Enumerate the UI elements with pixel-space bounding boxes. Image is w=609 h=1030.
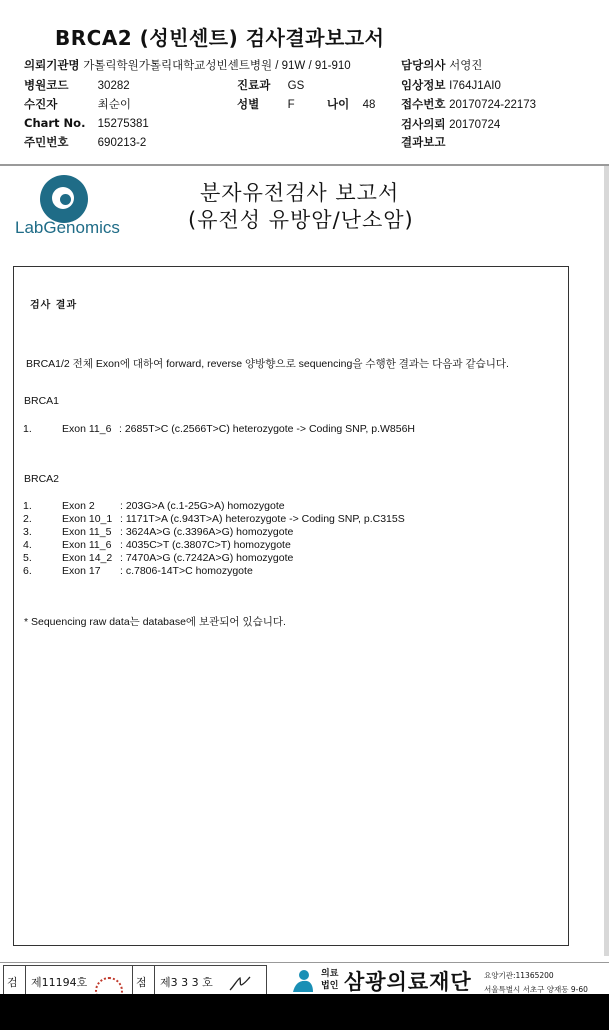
meta-hospcode [24, 77, 130, 93]
meta-accession-label: 접수번호 [401, 97, 446, 111]
meta-rrn-label: 주민번호 [24, 135, 69, 149]
meta-clinical-label: 임상정보 [401, 78, 446, 92]
row-number: 1. [23, 423, 32, 435]
row-result: : 3624A>G (c.3396A>G) homozygote [120, 526, 294, 538]
row-exon: Exon 11_6 [62, 539, 112, 551]
row-result: : 203G>A (c.1-25G>A) homozygote [120, 500, 285, 512]
meta-chart-label: Chart No. [24, 116, 86, 130]
foundation-address: 서울특별시 서초구 양재동 9-60 [484, 985, 588, 994]
row-exon: Exon 11_6 [62, 423, 112, 435]
meta-accession [401, 96, 536, 112]
meta-age [327, 96, 375, 112]
foundation-prefix-1: 의료 [321, 969, 339, 979]
meta-dept-label: 진료과 [237, 78, 271, 92]
row-number: 4. [23, 539, 32, 551]
row-exon: Exon 11_5 [62, 526, 112, 538]
meta-clinical-value: I764J1AI0 [449, 80, 501, 92]
row-result: : 4035C>T (c.3807C>T) homozygote [120, 539, 291, 551]
meta-dept-value: GS [287, 80, 305, 92]
stamp-divider [25, 966, 26, 996]
meta-institution [24, 57, 351, 73]
meta-reqdate [401, 116, 500, 132]
meta-doctor-value: 서영진 [449, 60, 483, 72]
meta-reqdate-label: 검사의뢰 [401, 117, 446, 131]
meta-recipient-label: 수진자 [24, 97, 58, 111]
bottom-black-bar [0, 994, 609, 1030]
meta-rrn-value: 690213-2 [97, 137, 147, 149]
foundation-code: 요양기관:11365200 [484, 971, 554, 980]
row-number: 5. [23, 552, 32, 564]
meta-sex [237, 96, 295, 112]
stamp-label-1: 검 [7, 976, 18, 989]
brca2-label: BRCA2 [24, 473, 60, 485]
meta-institution-label: 의뢰기관명 [24, 58, 80, 72]
meta-chart [24, 116, 149, 130]
row-exon: Exon 10_1 [62, 513, 113, 525]
labgenomics-logo-icon [40, 175, 88, 223]
meta-recipient [24, 96, 131, 112]
foundation-logo-icon [289, 968, 315, 994]
meta-doctor-label: 담당의사 [401, 58, 446, 72]
row-result: : 1171T>A (c.943T>A) heterozygote -> Coding SNP, p.C315S [120, 513, 405, 525]
meta-dept [237, 77, 304, 93]
meta-result [401, 134, 445, 150]
stamp-divider [154, 966, 155, 996]
meta-clinical [401, 77, 501, 93]
doc-title-line1: 분자유전검사 보고서 [200, 181, 400, 205]
stamp-label-2: 점 [136, 976, 147, 989]
row-number: 6. [23, 565, 32, 577]
header-divider [0, 164, 609, 166]
stamp-number-2: 제3 3 3 호 [160, 976, 213, 989]
meta-accession-value: 20170724-22173 [449, 99, 537, 111]
meta-result-label: 결과보고 [401, 135, 446, 149]
row-number: 3. [23, 526, 32, 538]
meta-age-value: 48 [362, 99, 376, 111]
meta-institution-value: 가톨릭학원가톨릭대학교성빈센트병원 / 91W / 91-910 [83, 60, 351, 72]
row-exon: Exon 2 [62, 500, 95, 512]
foundation-name: 삼광의료재단 [344, 970, 472, 994]
row-number: 1. [23, 500, 32, 512]
row-exon: Exon 14_2 [62, 552, 113, 564]
raw-data-note: * Sequencing raw data는 database에 보관되어 있습니다. [24, 616, 286, 628]
meta-hospcode-value: 30282 [97, 80, 130, 92]
meta-hospcode-label: 병원코드 [24, 78, 69, 92]
row-result: : 2685T>C (c.2566T>C) heterozygote -> Coding SNP, p.W856H [119, 423, 416, 435]
meta-sex-value: F [287, 99, 295, 111]
stamp-number-1: 제11194호 [31, 976, 88, 989]
meta-age-label: 나이 [327, 97, 350, 111]
meta-sex-label: 성별 [237, 97, 260, 111]
meta-doctor [401, 57, 482, 73]
row-exon: Exon 17 [62, 565, 101, 577]
row-number: 2. [23, 513, 32, 525]
meta-reqdate-value: 20170724 [449, 119, 501, 131]
foundation-prefix-2: 법인 [321, 981, 339, 991]
report-title: BRCA2 (성빈센트) 검사결과보고서 [55, 26, 385, 50]
meta-rrn [24, 134, 146, 150]
row-result: : c.7806-14T>C homozygote [120, 565, 253, 577]
section-label: 검사 결과 [30, 300, 78, 311]
signature-icon [228, 974, 252, 992]
meta-recipient-value: 최순이 [97, 99, 131, 111]
meta-chart-value: 15275381 [97, 118, 149, 130]
page-edge-shading [604, 166, 609, 956]
lab-logo-text: LabGenomics [15, 218, 120, 237]
stamp-divider [132, 966, 133, 996]
row-result: : 7470A>G (c.7242A>G) homozygote [120, 552, 294, 564]
intro-text: BRCA1/2 전체 Exon에 대하여 forward, reverse 양방향으로 sequencing을 수행한 결과는 다음과 같습니다. [26, 358, 509, 370]
doc-title-line2: (유전성 유방암/난소암) [188, 208, 414, 232]
brca1-label: BRCA1 [24, 395, 60, 407]
